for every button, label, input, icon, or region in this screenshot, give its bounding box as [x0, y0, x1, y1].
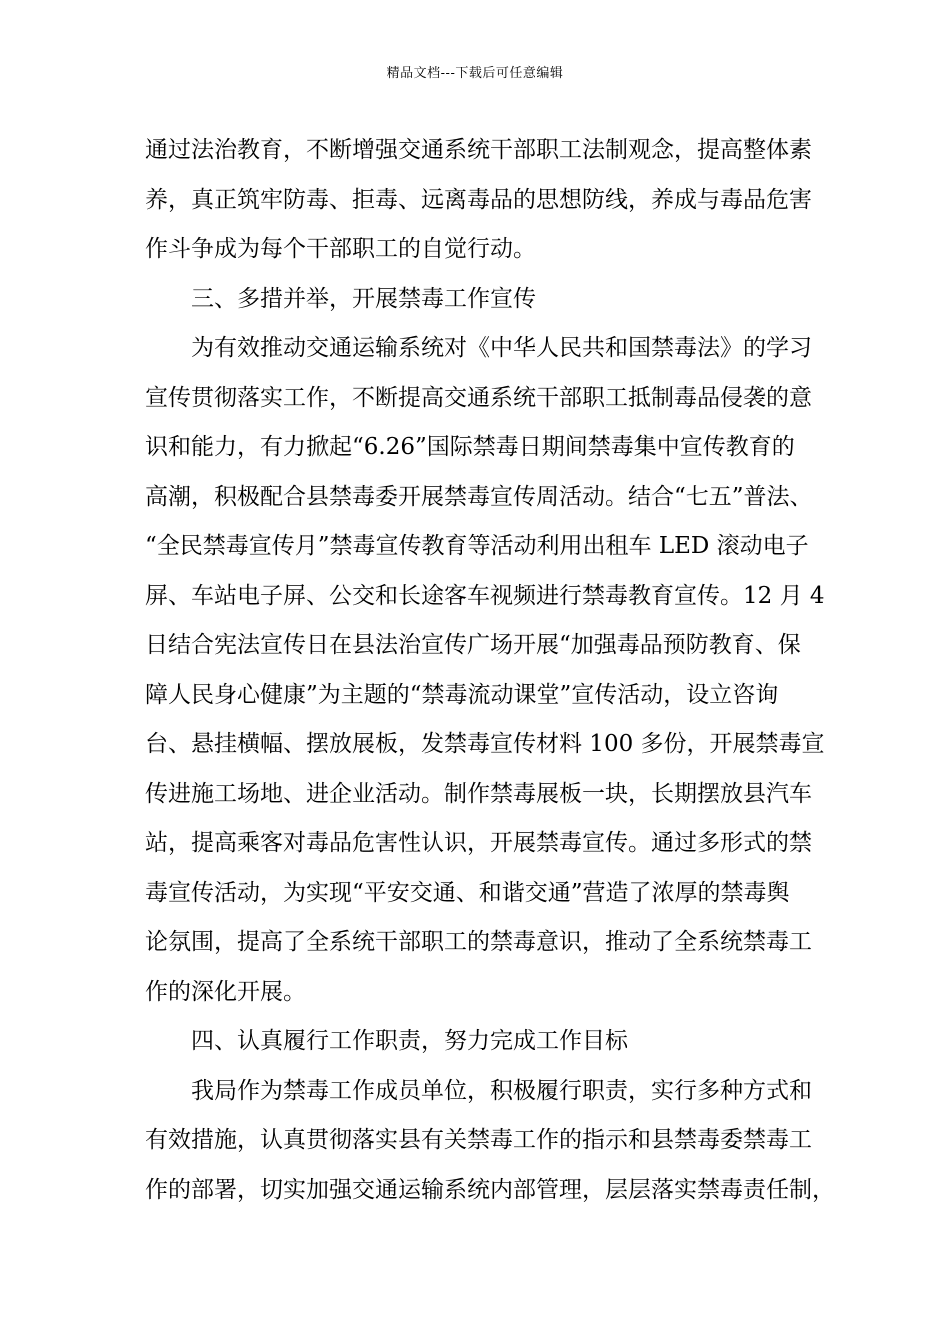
section-heading: 三、多措并举，开展禁毒工作宣传: [191, 285, 536, 312]
paragraph-line: 高潮，积极配合县禁毒委开展禁毒宣传周活动。结合“七五”普法、: [145, 483, 813, 510]
paragraph-line: 养，真正筑牢防毒、拒毒、远离毒品的思想防线，养成与毒品危害: [145, 186, 812, 213]
paragraph-line: 我局作为禁毒工作成员单位，积极履行职责，实行多种方式和: [191, 1077, 812, 1104]
paragraph-line: 传进施工场地、进企业活动。制作禁毒展板一块，长期摆放县汽车: [145, 780, 812, 807]
paragraph-line: 为有效推动交通运输系统对《中华人民共和国禁毒法》的学习: [191, 335, 812, 361]
paragraph-line: 屏、车站电子屏、公交和长途客车视频进行禁毒教育宣传。12 月 4: [145, 582, 825, 609]
paragraph-line: 作的部署，切实加强交通运输系统内部管理，层层落实禁毒责任制，: [145, 1176, 835, 1203]
paragraph-line: “全民禁毒宣传月”禁毒宣传教育等活动利用出租车 LED 滚动电子: [145, 533, 809, 559]
paragraph-line: 作的深化开展。: [145, 978, 306, 1005]
paragraph-line: 宣传贯彻落实工作，不断提高交通系统干部职工抵制毒品侵袭的意: [145, 384, 812, 411]
document-body: [145, 126, 835, 1215]
page-header: 精品文档---下载后可任意编辑: [386, 66, 564, 81]
paragraph-line: 台、悬挂横幅、摆放展板，发禁毒宣传材料 100 多份，开展禁毒宣: [145, 731, 825, 757]
paragraph-line: 毒宣传活动，为实现“平安交通、和谐交通”营造了浓厚的禁毒舆: [145, 879, 790, 906]
paragraph-line: 有效措施，认真贯彻落实县有关禁毒工作的指示和县禁毒委禁毒工: [145, 1127, 812, 1153]
paragraph-line: 识和能力，有力掀起“6.26”国际禁毒日期间禁毒集中宣传教育的: [145, 434, 795, 460]
paragraph-line: 障人民身心健康”为主题的“禁毒流动课堂”宣传活动，设立咨询: [145, 681, 779, 708]
section-heading: 四、认真履行工作职责，努力完成工作目标: [191, 1028, 628, 1054]
paragraph-line: 作斗争成为每个干部职工的自觉行动。: [145, 236, 536, 262]
paragraph-line: 论氛围，提高了全系统干部职工的禁毒意识，推动了全系统禁毒工: [145, 929, 812, 955]
paragraph-line: 站，提高乘客对毒品危害性认识，开展禁毒宣传。通过多形式的禁: [145, 830, 812, 856]
paragraph-line: 日结合宪法宣传日在县法治宣传广场开展“加强毒品预防教育、保: [145, 632, 801, 658]
paragraph-line: 通过法治教育，不断增强交通系统干部职工法制观念，提高整体素: [145, 137, 812, 163]
